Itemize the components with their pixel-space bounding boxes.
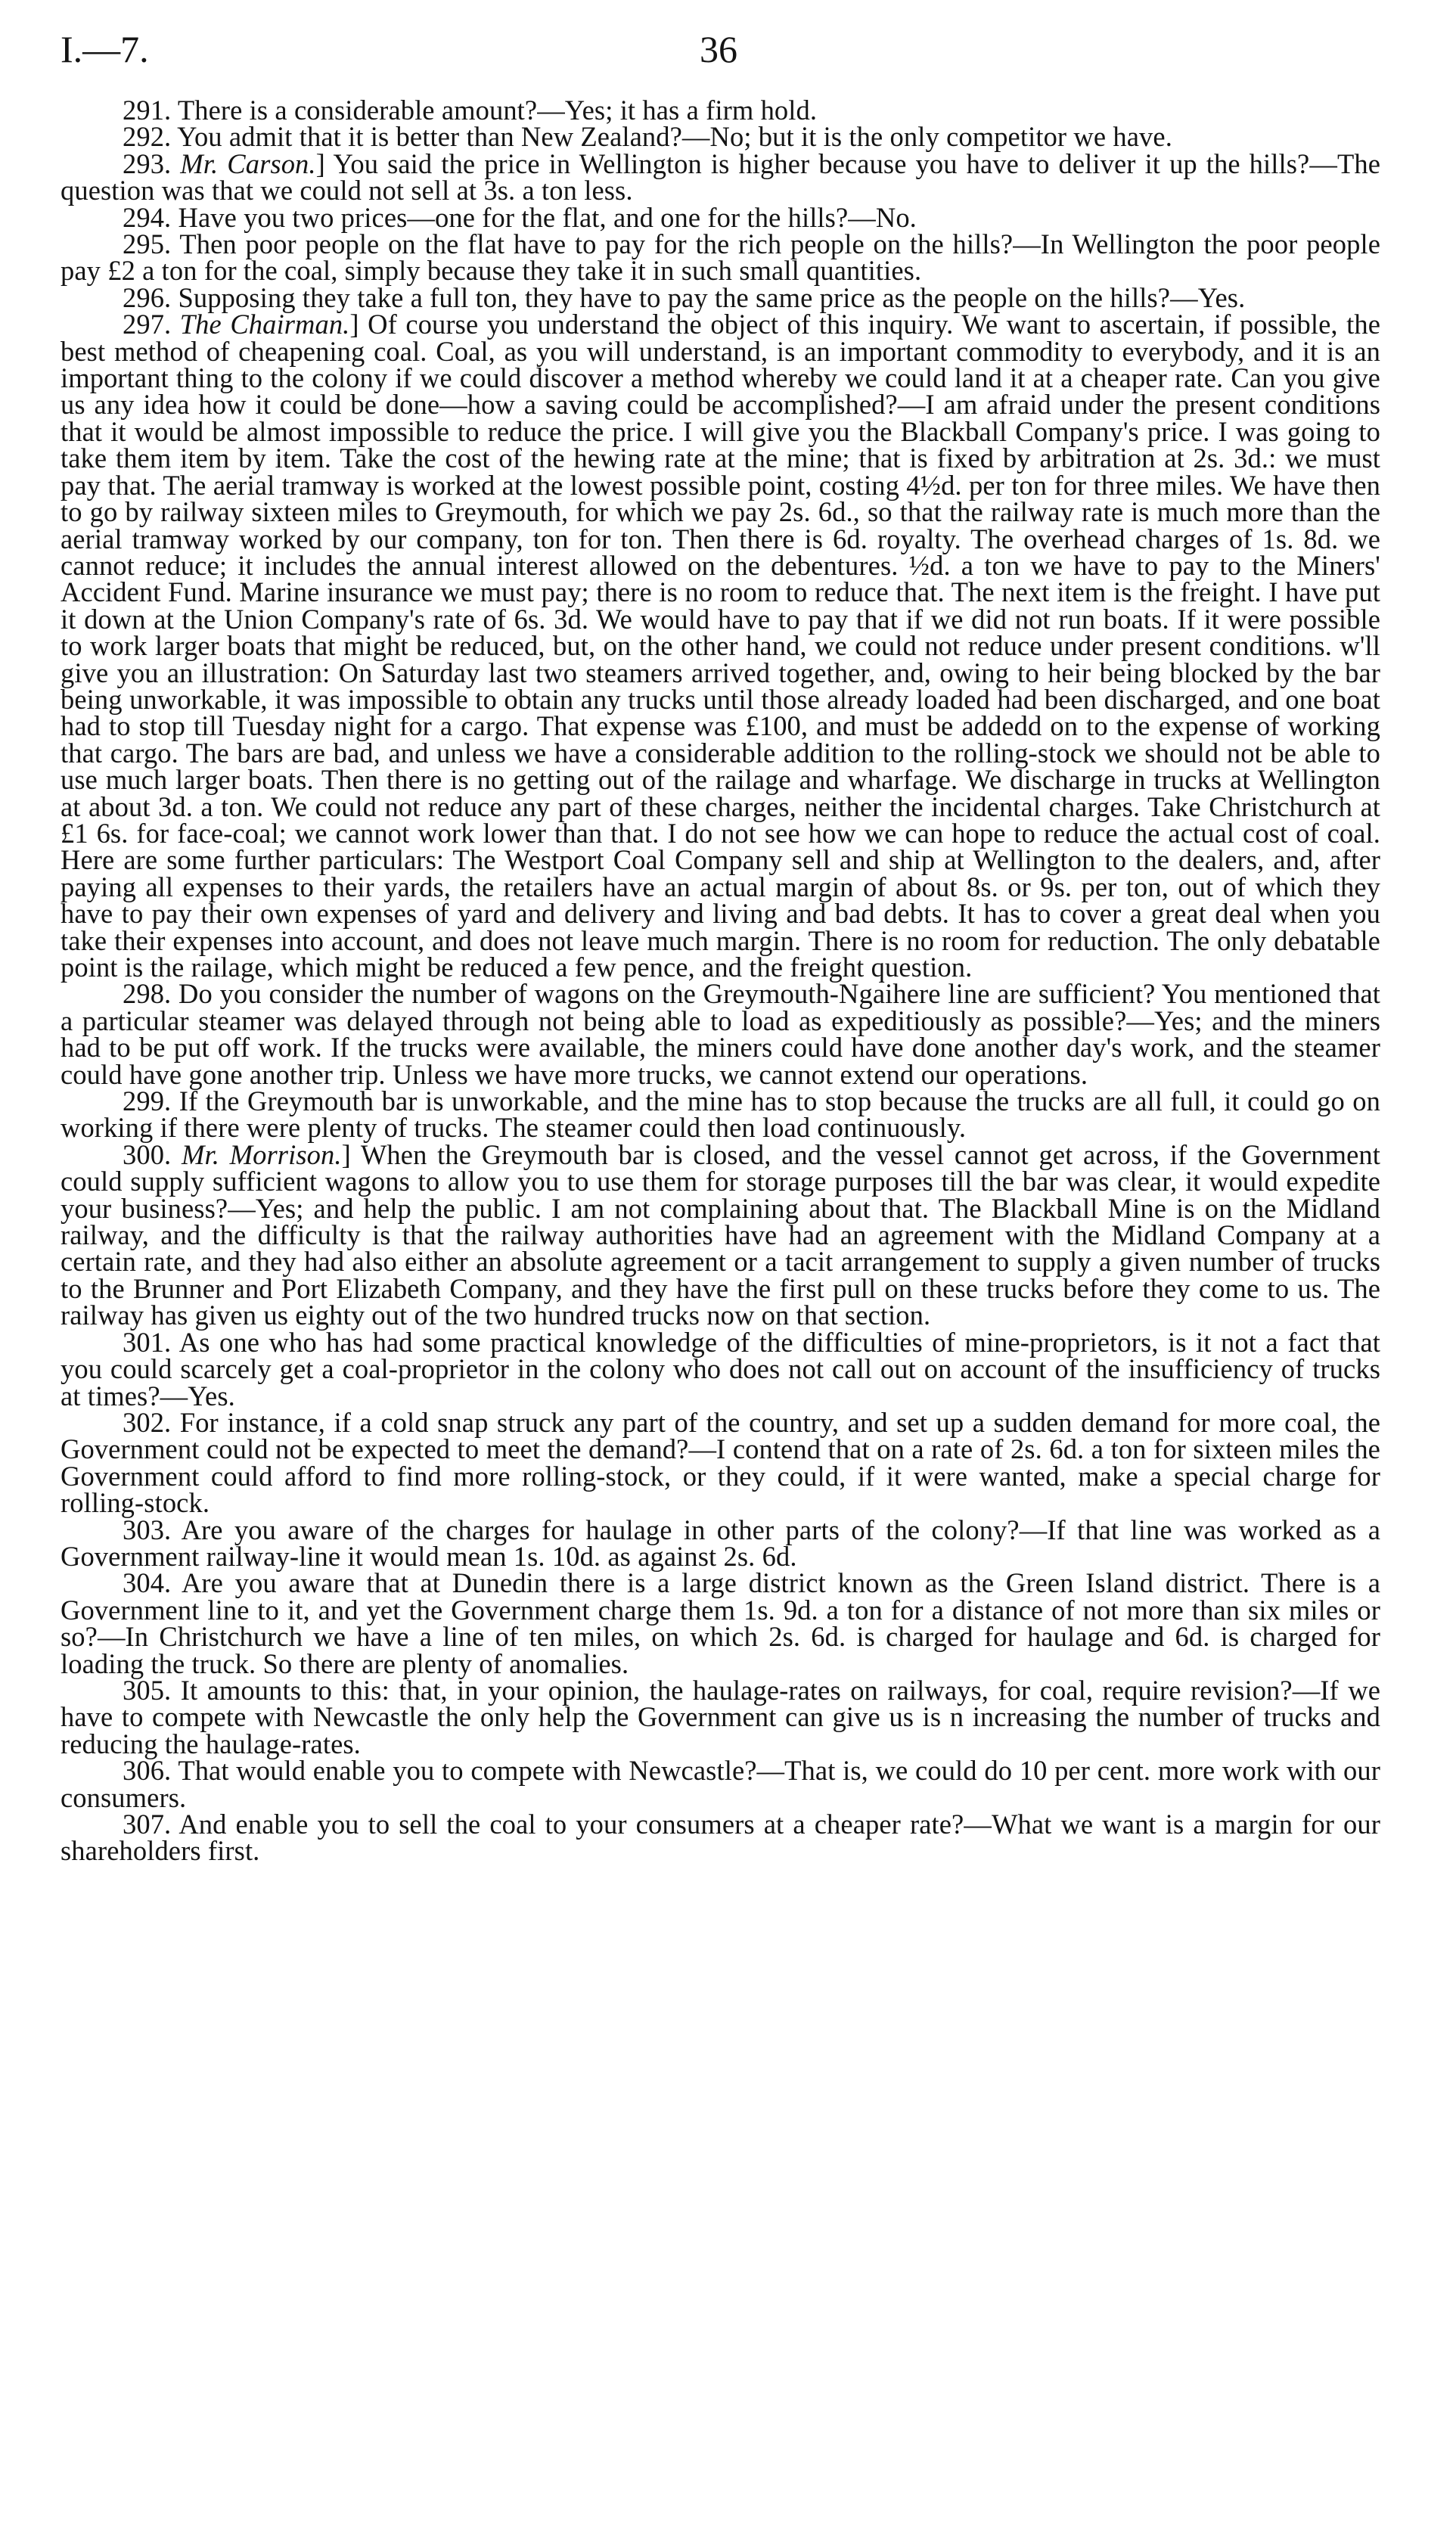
speaker-name: Mr. Carson. (180, 148, 316, 179)
paragraph-299: 299. If the Greymouth bar is unworkable, and the mine has to stop because the trucks are all full, it could go on working if there were plenty of trucks. The steamer could then load continuously. (61, 1085, 1380, 1144)
question-number: 300. (123, 1138, 182, 1170)
page-header (61, 27, 1395, 73)
document-reference: I.—7. (61, 28, 149, 70)
paragraph-296: 296. Supposing they take a full ton, they have to pay the same price as the people on the hills?—Yes. (123, 281, 1246, 313)
paragraph-297 (61, 309, 1380, 983)
question-number: 297. (123, 309, 180, 340)
speaker-name: The Chairman. (179, 309, 350, 340)
paragraph-302: 302. For instance, if a cold snap struck any part of the country, and set up a sudden demand for more coal, the Government could not be expected to meet the demand?—I contend that on a rate of 2s. 6d. a ton for sixteen miles the Government could afford to find more rolling-stock, or they could, if it were wanted, make a special charge for rolling-stock. (61, 1406, 1380, 1519)
paragraph-295: 295. Then poor people on the flat have to pay for the rich people on the hills?—In Wellington the poor people pay £2 a ton for the coal, simply because they take it in such small quantities. (61, 228, 1380, 287)
paragraph-306: 306. That would enable you to compete with Newcastle?—That is, we could do 10 per cent. more work with our consumers. (61, 1755, 1380, 1813)
paragraph-294: 294. Have you two prices—one for the flat, and one for the hills?—No. (123, 201, 917, 233)
paragraph-text: ] When the Greymouth bar is closed, and the vessel cannot get across, if the Government could supply sufficient wagons to allow you to use them for storage purposes till the bar was clear, it would expedite your business?—Yes; and help the public. I am not complaining about that. The Blackball Mine is on the Midland railway, and the difficulty is that the railway authorities have had an agreement with the Midland Company at a certain rate, and they had also either an absolute agreement or a tacit arrangement to supply a given number of trucks to the Brunner and Port Elizabeth Company, and they have the first pull on these trucks before they come to us. The railway has given us eighty out of the two hundred trucks now on that section. (61, 1138, 1380, 1331)
question-number: 293. (123, 148, 181, 179)
paragraph-291: 291. There is a considerable amount?—Yes; it has a firm hold. (123, 95, 818, 126)
paragraph-301: 301. As one who has had some practical knowledge of the difficulties of mine-proprietors, is it not a fact that you could scarcely get a coal-proprietor in the colony who does not call out on account of the insufficiency of trucks at times?—Yes. (61, 1326, 1380, 1411)
speaker-name: Mr. Morrison. (181, 1138, 342, 1170)
paragraph-298: 298. Do you consider the number of wagons on the Greymouth-Ngaihere line are sufficient? You mentioned that a particular steamer was delayed through not being able to load as expeditiously as possible?—Yes; and the miners had to be put off work. If the trucks were available, the miners could have done another day's work, and the steamer could have gone another trip. Unless we have more trucks, we cannot extend our operations. (61, 978, 1380, 1090)
paragraph-307: 307. And enable you to sell the coal to your consumers at a cheaper rate?—What we want is a margin for our shareholders first. (61, 1809, 1380, 1867)
paragraph-305: 305. It amounts to this: that, in your opinion, the haulage-rates on railways, for coal, require revision?—If we have to compete with Newcastle the only help the Government can give us is n increasing the number of trucks and reducing the haulage-rates. (61, 1674, 1380, 1759)
body-text (61, 97, 1380, 1865)
page-number: 36 (700, 28, 737, 70)
paragraph-304: 304. Are you aware that at Dunedin there is a large district known as the Green Island district. There is a Government line to it, and yet the Government charge them 1s. 9d. a ton for a distance of not more than six miles or so?—In Christchurch we have a line of ten miles, on which 2s. 6d. is charged for haulage and 6d. is charged for loading the truck. So there are plenty of anomalies. (61, 1567, 1380, 1679)
paragraph-293 (61, 148, 1381, 206)
paragraph-300 (61, 1138, 1380, 1331)
paragraph-303: 303. Are you aware of the charges for haulage in other parts of the colony?—If that line was worked as a Government railway-line it would mean 1s. 10d. as against 2s. 6d. (61, 1514, 1380, 1572)
paragraph-text: ] Of course you understand the object of this inquiry. We want to ascertain, if possible, the best method of cheapening coal. Coal, as you will understand, is an important commodity to everybody, and it is an important thing to the colony if we could discover a method whereby we could land it at a cheaper rate. Can you give us any idea how it could be done—how a saving could be accomplished?—I am afraid under the present conditions that it would be almost impossible to reduce the price. I will give you the Blackball Company's price. I was going to take them item by item. Take the cost of the hewing rate at the mine; that is fixed by arbitration at 2s. 3d.: we must pay that. The aerial tramway is worked at the lowest possible point, costing 4½d. per ton for three miles. We have then to go by railway sixteen miles to Greymouth, for which we pay 2s. 6d., so that the railway rate is much more than the aerial tramway worked by our company, ton for ton. Then there is 6d. royalty. The overhead charges of 1s. 8d. we cannot reduce; it includes the annual interest allowed on the debentures. ½d. a ton we have to pay to the Miners' Accident Fund. Marine insurance we must pay; there is no room to reduce that. The next item is the freight. I have put it down at the Union Company's rate of 6s. 3d. We would have to pay that if we did not run boats. If it were possible to work larger boats that might be reduced, but, on the other hand, we could not reduce under present conditions. w'll give you an illustration: On Saturday last two steamers arrived together, and, owing to heir being blocked by the bar being unworkable, it was impossible to obtain any trucks until those already loaded had been discharged, and one boat had to stop till Tuesday night for a cargo. That expense was £100, and must be addedd on to the expense of working that cargo. The bars are bad, and unless we have a considerable addition to the rolling-stock we should not be able to use much larger boats. Then there is no getting out of the railage and wharfage. We discharge in trucks at Wellington at about 3d. a ton. We could not reduce any part of these charges, neither the incidental charges. Take Christchurch at £1 6s. for face-coal; we cannot work lower than that. I do not see how we can hope to reduce the actual cost of coal. Here are some further particulars: The Westport Coal Company sell and ship at Wellington to the dealers, and, after paying all expenses to their yards, the retailers have an actual margin of about 8s. or 9s. per ton, out of which they have to pay their own expenses of yard and delivery and living and bad debts. It has to cover a great deal when you take their expenses into account, and does not leave much margin. There is no room for reduction. The only debatable point is the railage, which might be reduced a few pence, and the freight question. (61, 309, 1380, 983)
paragraph-292: 292. You admit that it is better than New Zealand?—No; but it is the only competitor we have. (123, 121, 1172, 153)
paragraph-text: ] You said the price in Wellington is higher because you have to deliver it up the hills?—The question was that we could not sell at 3s. a ton less. (61, 148, 1381, 206)
